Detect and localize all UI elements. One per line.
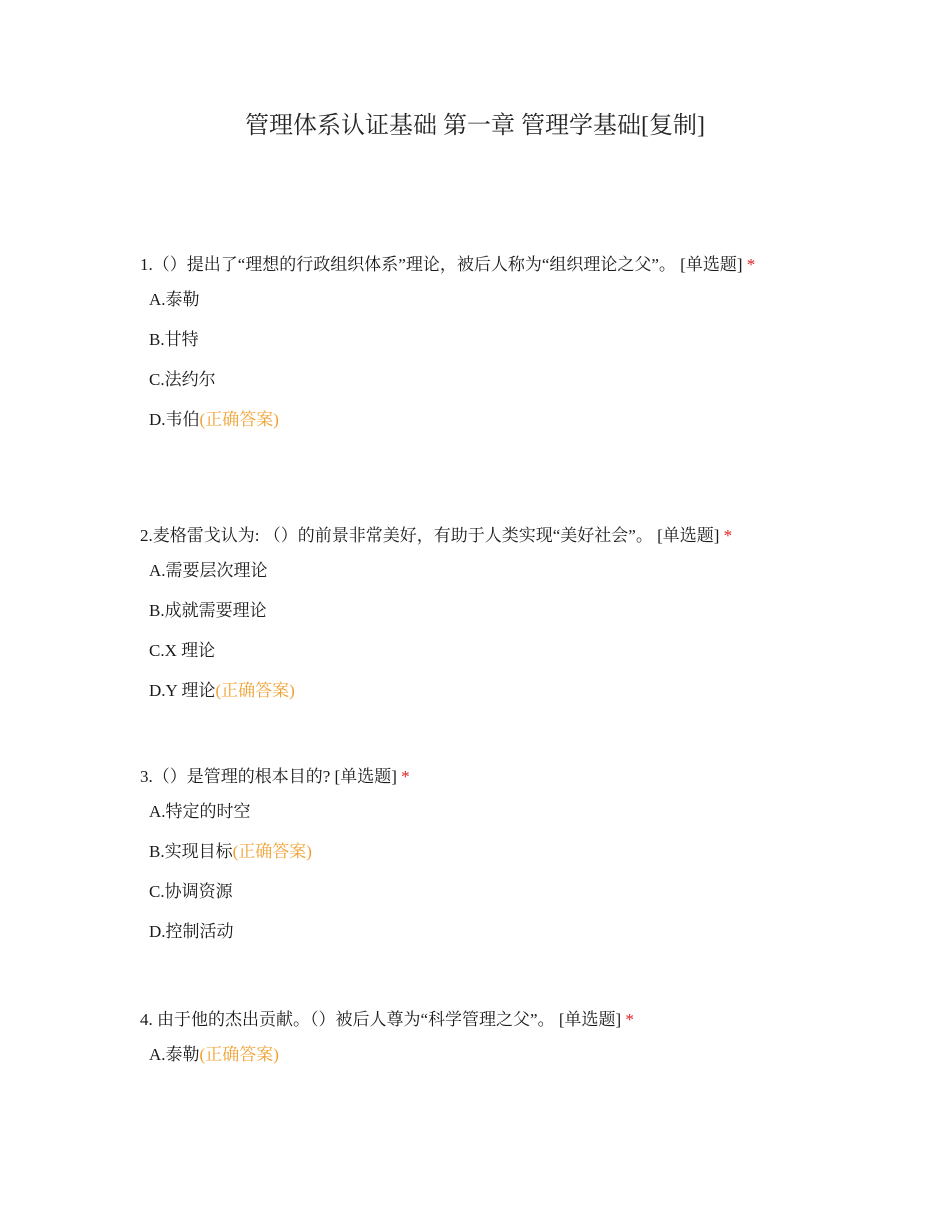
required-marker: *	[401, 767, 410, 786]
question-text	[140, 1005, 810, 1035]
option-label: B.成就需要理论	[149, 601, 267, 620]
options-list	[140, 289, 810, 449]
option-b[interactable]	[149, 600, 810, 640]
option-a[interactable]	[149, 560, 810, 600]
option-label: D.Y 理论	[149, 681, 216, 700]
correct-answer-tag: (正确答案)	[215, 681, 295, 700]
option-label: B.实现目标	[149, 842, 233, 861]
question-4-text: 4. 由于他的杰出贡献。（）被后人尊为“科学管理之父”。 [单选题]	[140, 1010, 622, 1029]
option-d[interactable]	[149, 409, 810, 449]
question-text	[140, 521, 810, 551]
question-1	[140, 250, 810, 449]
options-list	[140, 1044, 810, 1084]
option-label: A.特定的时空	[149, 802, 251, 821]
option-a[interactable]	[149, 289, 810, 329]
correct-answer-tag: (正确答案)	[232, 842, 312, 861]
option-d[interactable]	[149, 680, 810, 720]
option-label: C.法约尔	[149, 370, 216, 389]
option-d[interactable]	[149, 921, 810, 961]
options-list	[140, 801, 810, 961]
options-list	[140, 560, 810, 720]
option-label: A.泰勒	[149, 1045, 200, 1064]
question-text	[140, 762, 810, 792]
option-label: B.甘特	[149, 330, 199, 349]
required-marker: *	[723, 526, 733, 545]
option-label: D.韦伯	[149, 410, 200, 429]
option-c[interactable]	[149, 369, 810, 409]
question-4	[140, 1005, 810, 1084]
required-marker: *	[625, 1010, 634, 1029]
question-text	[140, 250, 810, 280]
correct-answer-tag: (正确答案)	[199, 410, 279, 429]
option-label: C.协调资源	[149, 882, 233, 901]
required-marker: *	[746, 255, 756, 274]
page-title: 管理体系认证基础 第一章 管理学基础[复制]	[245, 113, 705, 139]
option-label: A.泰勒	[149, 290, 200, 309]
correct-answer-tag: (正确答案)	[199, 1045, 279, 1064]
question-2-text: 2.麦格雷戈认为: （）的前景非常美好，有助于人类实现“美好社会”。 [单选题]	[140, 526, 720, 545]
option-label: D.控制活动	[149, 922, 234, 941]
question-2	[140, 521, 810, 720]
question-1-text: 1.（）提出了“理想的行政组织体系”理论，被后人称为“组织理论之父”。 [单选题]	[140, 255, 743, 274]
option-c[interactable]	[149, 881, 810, 921]
option-a[interactable]	[149, 1044, 810, 1084]
question-3-text: 3.（）是管理的根本目的? [单选题]	[140, 767, 397, 786]
option-b[interactable]	[149, 841, 810, 881]
option-c[interactable]	[149, 640, 810, 680]
question-3	[140, 762, 810, 961]
option-a[interactable]	[149, 801, 810, 841]
option-label: C.X 理论	[149, 641, 216, 660]
option-label: A.需要层次理论	[149, 561, 268, 580]
option-b[interactable]	[149, 329, 810, 369]
